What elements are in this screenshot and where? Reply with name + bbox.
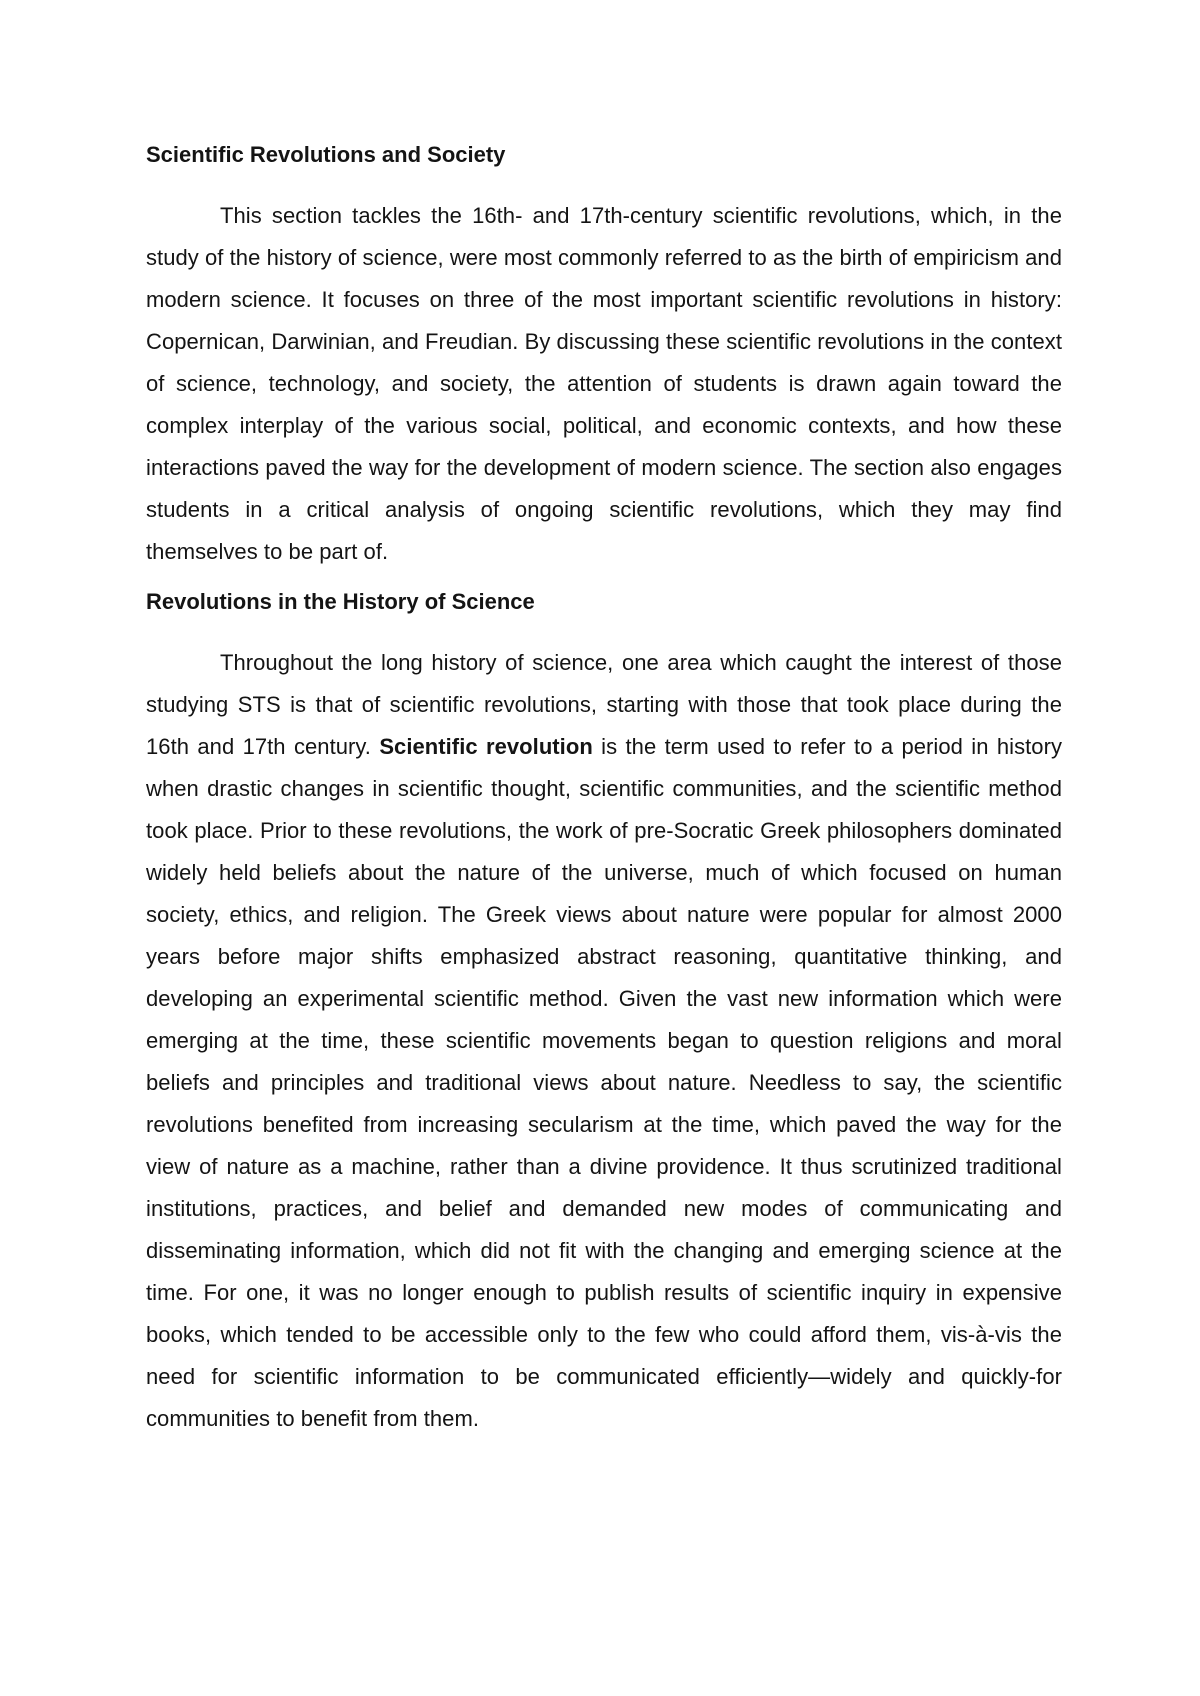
section-intro-paragraph: This section tackles the 16th- and 17th-century scientific revolutions, which, in the study of the history of science, were most commonly referred to as the birth of empiricism and modern science. It focuses on three of the most important scientific revolutions in history: Copernican, Darwinian, and Freudian. By discussing these scientific revolutions in the context of science, technology, and society, the attention of students is drawn again toward the complex interplay of the various social, political, and economic contexts, and how these interactions paved the way for the development of modern science. The section also engages students in a critical analysis of ongoing scientific revolutions, which they may find themselves to be part of. bbox=[146, 203, 1062, 564]
history-paragraph bbox=[146, 642, 1062, 1440]
section-heading-scientific-revolutions-and-society: Scientific Revolutions and Society bbox=[146, 142, 506, 167]
history-paragraph-body: is the term used to refer to a period in history when drastic changes in scientific thought, scientific communities, and the scientific method took place. Prior to these revolutions, the work of pre-Socratic Greek philosophers dominated widely held beliefs about the nature of the universe, much of which focused on human society, ethics, and religion. The Greek views about nature were popular for almost 2000 years before major shifts emphasized abstract reasoning, quantitative thinking, and developing an experimental scientific method. Given the vast new information which were emerging at the time, these scientific movements began to question religions and moral beliefs and principles and traditional views about nature. Needless to say, the scientific revolutions benefited from increasing secularism at the time, which paved the way for the view of nature as a machine, rather than a divine providence. It thus scrutinized traditional institutions, practices, and belief and demanded new modes of communicating and disseminating information, which did not fit with the changing and emerging science at the time. For one, it was no longer enough to publish results of scientific inquiry in expensive books, which tended to be accessible only to the few who could afford them, vis-à-vis the need for scientific information to be communicated efficiently—widely and quickly-for communities to benefit from them. bbox=[146, 734, 1062, 1431]
document-page bbox=[146, 140, 1062, 1454]
defined-term-scientific-revolution: Scientific revolution bbox=[379, 734, 593, 759]
section-heading-revolutions-in-history: Revolutions in the History of Science bbox=[146, 589, 535, 614]
history-paragraph-lead: Throughout the long history of science, one area which caught the interest of those studying STS is that of scientific revolutions, starting with those that took place during the 16th and 17th century. bbox=[146, 650, 1062, 759]
